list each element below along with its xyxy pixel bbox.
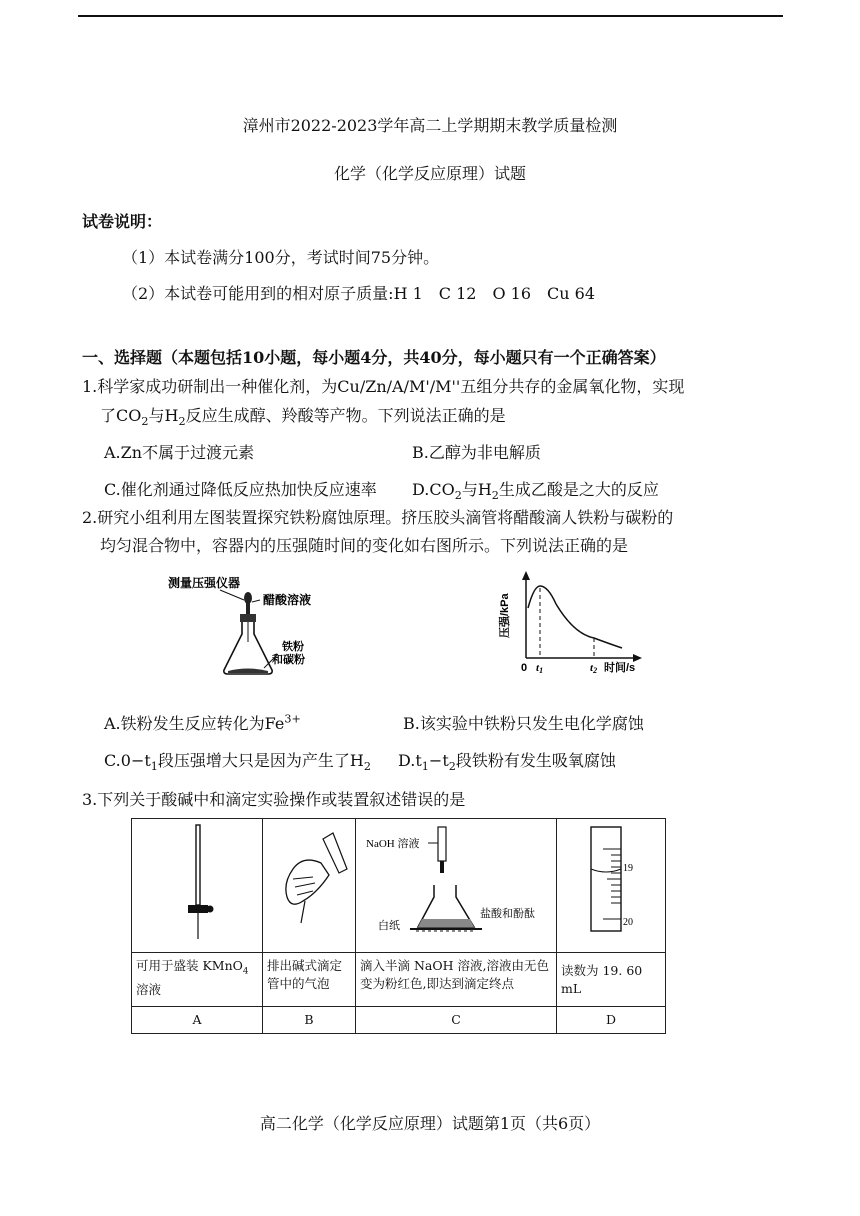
label-instrument: 测量压强仪器	[168, 576, 241, 590]
cell-c-figure	[356, 819, 557, 953]
q1-line2: 了$CO_2$与$H_2$反应生成醇、羚酸等产物。下列说法正确的是	[100, 406, 506, 429]
cell-a-desc: 可用于盛装 KMnO$_4$ 溶液	[132, 953, 263, 1007]
cell-b-figure	[263, 819, 356, 953]
q1-line1: 1.科学家成功研制出一种催化剂，为Cu/Zn/A/M'/M''五组分共存的金属氧化物，实现	[82, 377, 685, 396]
q2-option-c: $C.0-t_1$段压强增大只是因为产生了$H_2$	[104, 751, 371, 774]
pressure-time-graph	[486, 568, 646, 678]
q2-line1: 2.研究小组利用左图装置探究铁粉腐蚀原理。挤压胶头滴管将醋酸滴人铁粉与碳粉的	[82, 508, 674, 527]
cell-d-desc: 读数为 19. 60 mL	[557, 953, 666, 1007]
instruction-item-1: （1）本试卷满分100分，考试时间75分钟。	[122, 248, 440, 267]
flask-apparatus-figure	[160, 570, 330, 680]
label-19: 19	[623, 863, 633, 874]
graph-ylabel: 压强/kPa	[499, 593, 511, 638]
q1-option-d: $D.CO_2$与$H_2$生成乙酸是之大的反应	[412, 480, 659, 503]
hand-burette-figure	[263, 819, 355, 947]
q2-option-b: B.该实验中铁粉只发生电化学腐蚀	[403, 714, 644, 733]
q2-option-a: A.铁粉发生反应转化为$Fe^{3+}$	[104, 712, 301, 733]
label-a: A	[132, 1007, 263, 1034]
label-acetic: 醋酸溶液	[263, 593, 312, 607]
label-20: 20	[623, 917, 633, 928]
top-rule	[78, 15, 783, 17]
section-heading: 一、选择题（本题包括10小题，每小题4分，共40分，每小题只有一个正确答案）	[82, 348, 666, 367]
graph-t2: t2	[590, 662, 598, 675]
graph-xlabel: 时间/s	[604, 662, 636, 674]
page-footer: 高二化学（化学反应原理）试题第1页（共6页）	[259, 1114, 601, 1133]
exam-subtitle: 化学（化学反应原理）试题	[333, 164, 526, 183]
label-b: B	[263, 1007, 356, 1034]
cell-c-desc: 滴入半滴 NaOH 溶液,溶液由无色变为粉红色,即达到滴定终点	[356, 953, 557, 1007]
q3-options-table	[131, 818, 666, 1034]
instructions-heading: 试卷说明：	[82, 212, 163, 231]
label-c: C	[356, 1007, 557, 1034]
label-d: D	[557, 1007, 666, 1034]
label-iron: 铁粉	[282, 641, 304, 653]
graph-t1: t1	[536, 662, 544, 675]
graph-origin: 0	[521, 662, 528, 674]
exam-title: 漳州市2022-2023学年高二上学期期末教学质量检测	[242, 116, 618, 135]
q1-option-a: A.Zn不属于过渡元素	[104, 443, 255, 462]
reading-figure	[557, 819, 665, 947]
titration-figure	[356, 819, 556, 947]
label-paper: 白纸	[378, 920, 400, 932]
label-carbon: 和碳粉	[272, 654, 305, 666]
burette-figure	[132, 819, 262, 947]
q1-option-c: C.催化剂通过降低反应热加快反应速率	[104, 480, 377, 499]
q2-line2: 均匀混合物中，容器内的压强随时间的变化如右图所示。下列说法正确的是	[100, 536, 629, 555]
q3-line1: 3.下列关于酸碱中和滴定实验操作或装置叙述错误的是	[82, 790, 466, 809]
cell-b-desc: 排出碱式滴定管中的气泡	[263, 953, 356, 1007]
cell-a-figure	[132, 819, 263, 953]
label-acid: 盐酸和酚酞	[480, 908, 535, 920]
cell-d-figure	[557, 819, 666, 953]
label-naoh: NaOH 溶液	[366, 838, 420, 850]
q2-option-d: $D.t_1-t_2$段铁粉有发生吸氧腐蚀	[398, 751, 616, 774]
q1-option-b: B.乙醇为非电解质	[412, 443, 541, 462]
instruction-item-2: （2）本试卷可能用到的相对原子质量:H 1 C 12 O 16 Cu 64	[122, 284, 596, 303]
